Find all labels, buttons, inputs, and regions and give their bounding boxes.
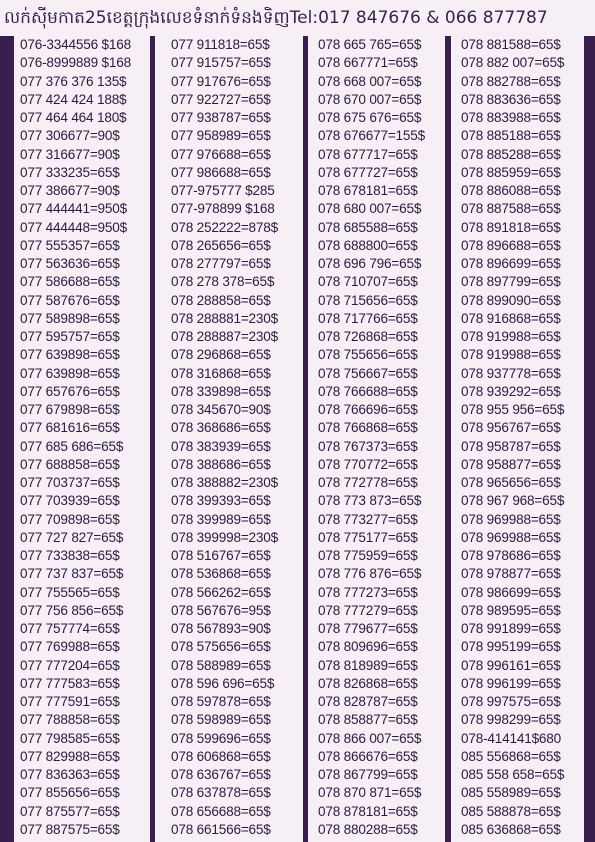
phone-number-item: 078 891818=65$ xyxy=(461,219,561,235)
phone-number-item: 077 376 376 135$ xyxy=(20,73,127,89)
phone-number-item: 078 606868=65$ xyxy=(171,748,271,764)
phone-number-item: 077 788858=65$ xyxy=(20,712,120,728)
phone-number-item: 078 896699=65$ xyxy=(461,256,561,271)
phone-number-item: 078 677727=65$ xyxy=(318,164,418,180)
phone-number-item: 078 773 873=65$ xyxy=(318,493,422,509)
number-column-2 xyxy=(155,36,303,842)
phone-number-item: 078 770772=65$ xyxy=(318,456,418,472)
phone-number-item: 078 388882=230$ xyxy=(171,475,278,490)
phone-number-item: 078 667771=65$ xyxy=(318,55,418,71)
phone-number-item: 078 996199=65$ xyxy=(461,675,561,691)
phone-number-item: 077 757774=65$ xyxy=(20,621,120,636)
phone-number-item: 077 333235=65$ xyxy=(20,164,120,180)
phone-number-item: 078 937778=65$ xyxy=(461,365,561,381)
phone-number-item: 078 858877=65$ xyxy=(318,712,418,728)
phone-number-item: 077 563636=65$ xyxy=(20,256,120,271)
phone-number-item: 078 916868=65$ xyxy=(461,310,561,326)
phone-number-item: 078 899090=65$ xyxy=(461,292,561,308)
phone-number-item: 077 639898=65$ xyxy=(20,347,120,363)
phone-number-item: 077 679898=65$ xyxy=(20,402,120,417)
phone-number-item: 078 978877=65$ xyxy=(461,566,561,582)
phone-number-item: 078 887588=65$ xyxy=(461,201,561,217)
phone-number-item: 077 986688=65$ xyxy=(171,164,271,180)
phone-number-item: 078 599696=65$ xyxy=(171,730,271,746)
phone-number-item: 078 885959=65$ xyxy=(461,164,561,180)
phone-number-item: 077 915757=65$ xyxy=(171,55,271,71)
phone-number-item: 078 265656=65$ xyxy=(171,237,271,253)
phone-number-item: 078 668 007=65$ xyxy=(318,73,422,89)
phone-number-item: 077 555357=65$ xyxy=(20,237,120,253)
phone-number-item: 078 680 007=65$ xyxy=(318,201,422,217)
phone-number-item: 078 296868=65$ xyxy=(171,347,271,363)
phone-number-item: 078 566262=65$ xyxy=(171,584,271,600)
page-title: លក់ស៊ីមកាត25ខេត្តក្រុងលេខទំនាក់ទំនងទិញTel:017 847676 & 066 877787 xyxy=(0,0,595,36)
phone-number-item: 078 339898=65$ xyxy=(171,383,271,399)
phone-number-item: 077 639898=65$ xyxy=(20,365,120,381)
phone-number-item: 078 665 765=65$ xyxy=(318,37,422,52)
phone-number-item: 077 424 424 188$ xyxy=(20,91,127,107)
phone-number-item: 078 388686=65$ xyxy=(171,456,271,472)
phone-number-item: 078 965656=65$ xyxy=(461,475,561,490)
phone-number-item: 077 836363=65$ xyxy=(20,767,120,782)
phone-number-item: 078 399989=65$ xyxy=(171,511,271,527)
phone-number-item: 078 779677=65$ xyxy=(318,621,418,636)
phone-number-item: 078 598989=65$ xyxy=(171,712,271,728)
phone-number-item: 078 878181=65$ xyxy=(318,803,418,819)
phone-number-item: 078 775959=65$ xyxy=(318,548,418,563)
phone-number-item: 078 567676=95$ xyxy=(171,602,271,618)
phone-number-item: 077 777583=65$ xyxy=(20,675,120,691)
phone-number-item: 076-8999889 $168 xyxy=(20,55,131,71)
phone-number-item: 078 368686=65$ xyxy=(171,420,271,436)
phone-number-item: 078 882 007=65$ xyxy=(461,55,565,71)
phone-number-item: 077 727 827=65$ xyxy=(20,529,124,545)
phone-number-item: 078 688800=65$ xyxy=(318,237,418,253)
phone-number-item: 078 997575=65$ xyxy=(461,694,561,709)
phone-number-item: 076-3344556 $168 xyxy=(20,37,131,52)
phone-number-item: 077 444441=950$ xyxy=(20,201,127,217)
phone-number-item: 077 386677=90$ xyxy=(20,183,120,198)
phone-number-item: 078 809696=65$ xyxy=(318,639,418,655)
phone-number-item: 078 996161=65$ xyxy=(461,657,561,673)
phone-number-item: 077 703737=65$ xyxy=(20,475,120,490)
phone-number-item: 077 586688=65$ xyxy=(20,274,120,290)
phone-number-item: 078 828787=65$ xyxy=(318,694,418,709)
phone-number-item: 078 880288=65$ xyxy=(318,821,418,837)
phone-number-item: 077 703939=65$ xyxy=(20,493,120,509)
phone-number-item: 078 677717=65$ xyxy=(318,146,418,162)
phone-number-item: 077 777591=65$ xyxy=(20,694,120,709)
phone-number-item: 078 776 876=65$ xyxy=(318,566,422,582)
phone-number-item: 078 995199=65$ xyxy=(461,639,561,655)
phone-number-item: 077 976688=65$ xyxy=(171,146,271,162)
phone-number-item: 078 252222=878$ xyxy=(171,219,278,235)
phone-number-item: 077 958989=65$ xyxy=(171,128,271,144)
phone-number-item: 078 766696=65$ xyxy=(318,402,418,417)
phone-number-item: 078 696 796=65$ xyxy=(318,256,422,271)
phone-number-item: 078 675 676=65$ xyxy=(318,110,422,125)
phone-number-item: 078 767373=65$ xyxy=(318,438,418,454)
phone-number-item: 078 288881=230$ xyxy=(171,310,278,326)
phone-number-item: 078 717766=65$ xyxy=(318,310,418,326)
phone-number-item: 078 637878=65$ xyxy=(171,785,271,801)
phone-number-item: 078 870 871=65$ xyxy=(318,785,422,801)
phone-number-item: 078 955 956=65$ xyxy=(461,402,565,417)
phone-number-item: 078 989595=65$ xyxy=(461,602,561,618)
phone-number-item: 078 969988=65$ xyxy=(461,529,561,545)
phone-number-item: 077 777204=65$ xyxy=(20,657,120,673)
phone-number-item: 078 345670=90$ xyxy=(171,402,271,417)
phone-number-item: 078 991899=65$ xyxy=(461,621,561,636)
phone-number-item: 077 755565=65$ xyxy=(20,584,120,600)
phone-number-item: 078 383939=65$ xyxy=(171,438,271,454)
phone-number-item: 078 818989=65$ xyxy=(318,657,418,673)
phone-number-item: 078 685588=65$ xyxy=(318,219,418,235)
phone-number-item: 078 826868=65$ xyxy=(318,675,418,691)
phone-number-item: 078 881588=65$ xyxy=(461,37,561,52)
phone-number-item: 078 676677=155$ xyxy=(318,128,425,144)
phone-number-item: 077 306677=90$ xyxy=(20,128,120,144)
phone-number-item: 078 575656=65$ xyxy=(171,639,271,655)
phone-number-item: 078 656688=65$ xyxy=(171,803,271,819)
phone-number-item: 078 277797=65$ xyxy=(171,256,271,271)
number-grid xyxy=(0,36,595,842)
phone-number-item: 078 986699=65$ xyxy=(461,584,561,600)
phone-number-item: 077 922727=65$ xyxy=(171,91,271,107)
phone-number-item: 078 882788=65$ xyxy=(461,73,561,89)
phone-number-item: 077 709898=65$ xyxy=(20,511,120,527)
phone-number-item: 077 685 686=65$ xyxy=(20,438,124,454)
phone-number-item: 078 956767=65$ xyxy=(461,420,561,436)
phone-number-item: 077 688858=65$ xyxy=(20,456,120,472)
phone-number-item: 078 777279=65$ xyxy=(318,602,418,618)
phone-number-item: 078 885188=65$ xyxy=(461,128,561,144)
phone-number-item: 077 917676=65$ xyxy=(171,73,271,89)
phone-number-item: 078 883636=65$ xyxy=(461,91,561,107)
phone-number-item: 077 911818=65$ xyxy=(171,37,270,52)
phone-number-item: 078 958787=65$ xyxy=(461,438,561,454)
phone-number-item: 077 316677=90$ xyxy=(20,146,120,162)
phone-number-item: 077-978899 $168 xyxy=(171,201,275,217)
phone-number-item: 077 444448=950$ xyxy=(20,219,127,235)
phone-number-item: 078 998299=65$ xyxy=(461,712,561,728)
phone-number-item: 077 875577=65$ xyxy=(20,803,120,819)
phone-number-item: 078 726868=65$ xyxy=(318,329,418,344)
phone-number-item: 078 536868=65$ xyxy=(171,566,271,582)
phone-number-item: 078 596 696=65$ xyxy=(171,675,275,691)
phone-number-item: 078 399998=230$ xyxy=(171,529,278,545)
number-column-1 xyxy=(14,36,150,842)
phone-number-item: 077 938787=65$ xyxy=(171,110,271,125)
phone-number-item: 077 657676=65$ xyxy=(20,383,120,399)
phone-number-item: 078 958877=65$ xyxy=(461,456,561,472)
phone-number-item: 078 670 007=65$ xyxy=(318,91,422,107)
phone-number-item: 078 777273=65$ xyxy=(318,584,418,600)
phone-number-item: 078 636767=65$ xyxy=(171,767,271,782)
phone-number-item: 078 766688=65$ xyxy=(318,383,418,399)
phone-number-item: 077 737 837=65$ xyxy=(20,566,124,582)
phone-number-item: 077 798585=65$ xyxy=(20,730,120,746)
phone-number-item: 085 588878=65$ xyxy=(461,803,561,819)
phone-number-item: 077 587676=65$ xyxy=(20,292,120,308)
phone-number-item: 085 558989=65$ xyxy=(461,785,561,801)
phone-number-item: 078 886088=65$ xyxy=(461,183,561,198)
phone-number-item: 077 595757=65$ xyxy=(20,329,120,344)
phone-number-item: 078 399393=65$ xyxy=(171,493,271,509)
phone-number-item: 078 939292=65$ xyxy=(461,383,561,399)
phone-number-item: 078 885288=65$ xyxy=(461,146,561,162)
phone-number-item: 078 710707=65$ xyxy=(318,274,418,290)
phone-number-item: 078 978686=65$ xyxy=(461,548,561,563)
phone-number-item: 078 755656=65$ xyxy=(318,347,418,363)
phone-number-item: 078 278 378=65$ xyxy=(171,274,275,290)
phone-number-item: 085 558 658=65$ xyxy=(461,767,565,782)
phone-number-item: 085 636868=65$ xyxy=(461,821,561,837)
phone-number-item: 078 288858=65$ xyxy=(171,292,271,308)
phone-number-item: 078 678181=65$ xyxy=(318,183,418,198)
phone-number-item: 078 597878=65$ xyxy=(171,694,271,709)
phone-number-item: 077 464 464 180$ xyxy=(20,110,127,125)
phone-number-item: 078 897799=65$ xyxy=(461,274,561,290)
phone-number-item: 078 969988=65$ xyxy=(461,511,561,527)
phone-number-item: 077 756 856=65$ xyxy=(20,602,124,618)
phone-number-item: 077 829988=65$ xyxy=(20,748,120,764)
phone-number-item: 078 773277=65$ xyxy=(318,511,418,527)
phone-number-item: 077 681616=65$ xyxy=(20,420,120,436)
phone-number-item: 077 733838=65$ xyxy=(20,548,120,563)
phone-number-item: 078 661566=65$ xyxy=(171,821,271,837)
phone-number-item: 078 288887=230$ xyxy=(171,329,278,344)
number-column-3 xyxy=(308,36,445,842)
phone-number-item: 077 589898=65$ xyxy=(20,310,120,326)
phone-number-item: 078-414141$680 xyxy=(461,730,562,746)
number-column-4 xyxy=(451,36,584,842)
phone-number-item: 078 919988=65$ xyxy=(461,329,561,344)
phone-number-item: 085 556868=65$ xyxy=(461,748,561,764)
phone-number-item: 078 883988=65$ xyxy=(461,110,561,125)
phone-number-item: 078 756667=65$ xyxy=(318,365,418,381)
phone-number-item: 078 919988=65$ xyxy=(461,347,561,363)
phone-number-item: 078 766868=65$ xyxy=(318,420,418,436)
phone-number-item: 078 715656=65$ xyxy=(318,292,418,308)
phone-number-item: 077 769988=65$ xyxy=(20,639,120,655)
phone-number-item: 077-975777 $285 xyxy=(171,183,275,198)
phone-number-item: 078 588989=65$ xyxy=(171,657,271,673)
phone-number-item: 077 855656=65$ xyxy=(20,785,120,801)
phone-number-item: 078 567893=90$ xyxy=(171,621,271,636)
phone-number-item: 078 867799=65$ xyxy=(318,767,418,782)
phone-number-item: 077 887575=65$ xyxy=(20,821,120,837)
phone-number-item: 078 866 007=65$ xyxy=(318,730,422,746)
phone-number-item: 078 772778=65$ xyxy=(318,475,418,490)
phone-number-item: 078 775177=65$ xyxy=(318,529,418,545)
phone-number-item: 078 866676=65$ xyxy=(318,748,418,764)
phone-number-item: 078 516767=65$ xyxy=(171,548,271,563)
phone-number-item: 078 967 968=65$ xyxy=(461,493,565,509)
phone-number-item: 078 896688=65$ xyxy=(461,237,561,253)
phone-number-item: 078 316868=65$ xyxy=(171,365,271,381)
